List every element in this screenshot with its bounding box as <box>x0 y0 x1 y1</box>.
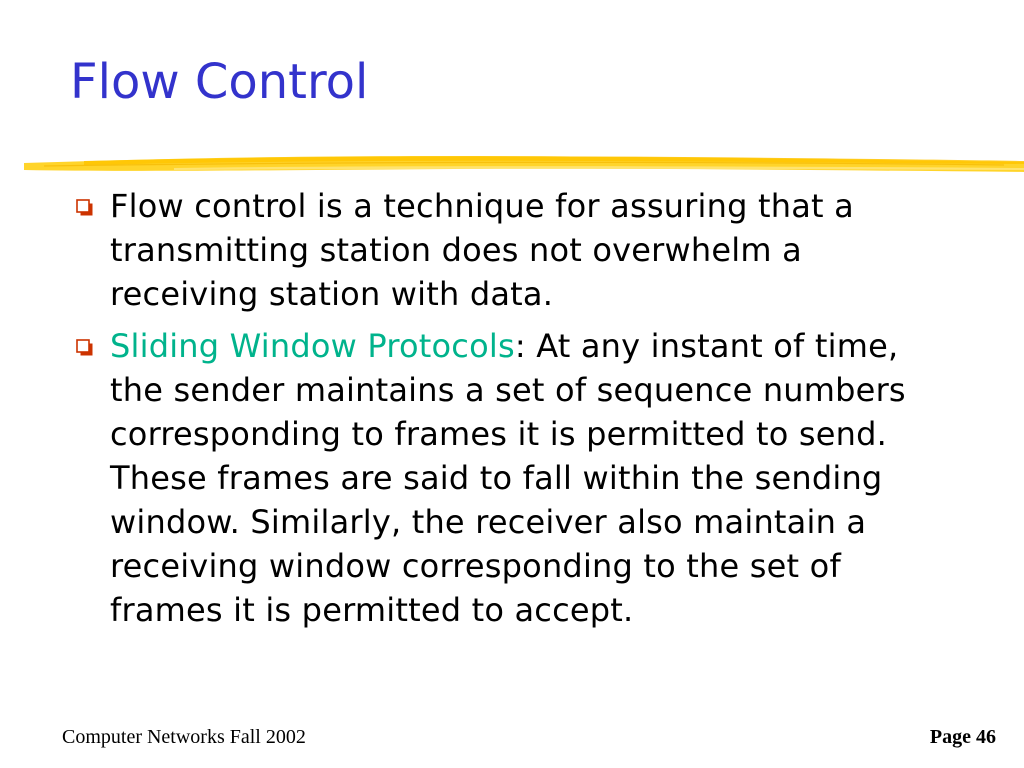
bullet-lead-separator: : <box>514 327 526 365</box>
bullet-list <box>72 184 952 640</box>
bullet-item-sliding-window <box>72 324 952 632</box>
footer-course-name: Computer Networks Fall 2002 <box>62 726 306 748</box>
hollow-square-bullet-icon <box>76 199 94 217</box>
title-divider-brush-stroke <box>24 146 1024 186</box>
bullet-text: Flow control is a technique for assuring that a transmitting station does not overwhelm a receiving station with data. <box>110 187 854 313</box>
bullet-item-flow-control <box>72 184 952 316</box>
footer-page-number: Page 46 <box>929 726 996 748</box>
hollow-square-bullet-icon <box>76 339 94 357</box>
slide-title: Flow Control <box>70 54 369 110</box>
bullet-highlight-term: Sliding Window Protocols <box>110 327 515 365</box>
bullet-text: At any instant of time, the sender maintains a set of sequence numbers corresponding to frames it is permitted to send. These frames are said to fall within the sending window. Similarly, the receiver also maintain a receiving window corresponding to the set of frames it is permitted to accept. <box>110 327 906 629</box>
